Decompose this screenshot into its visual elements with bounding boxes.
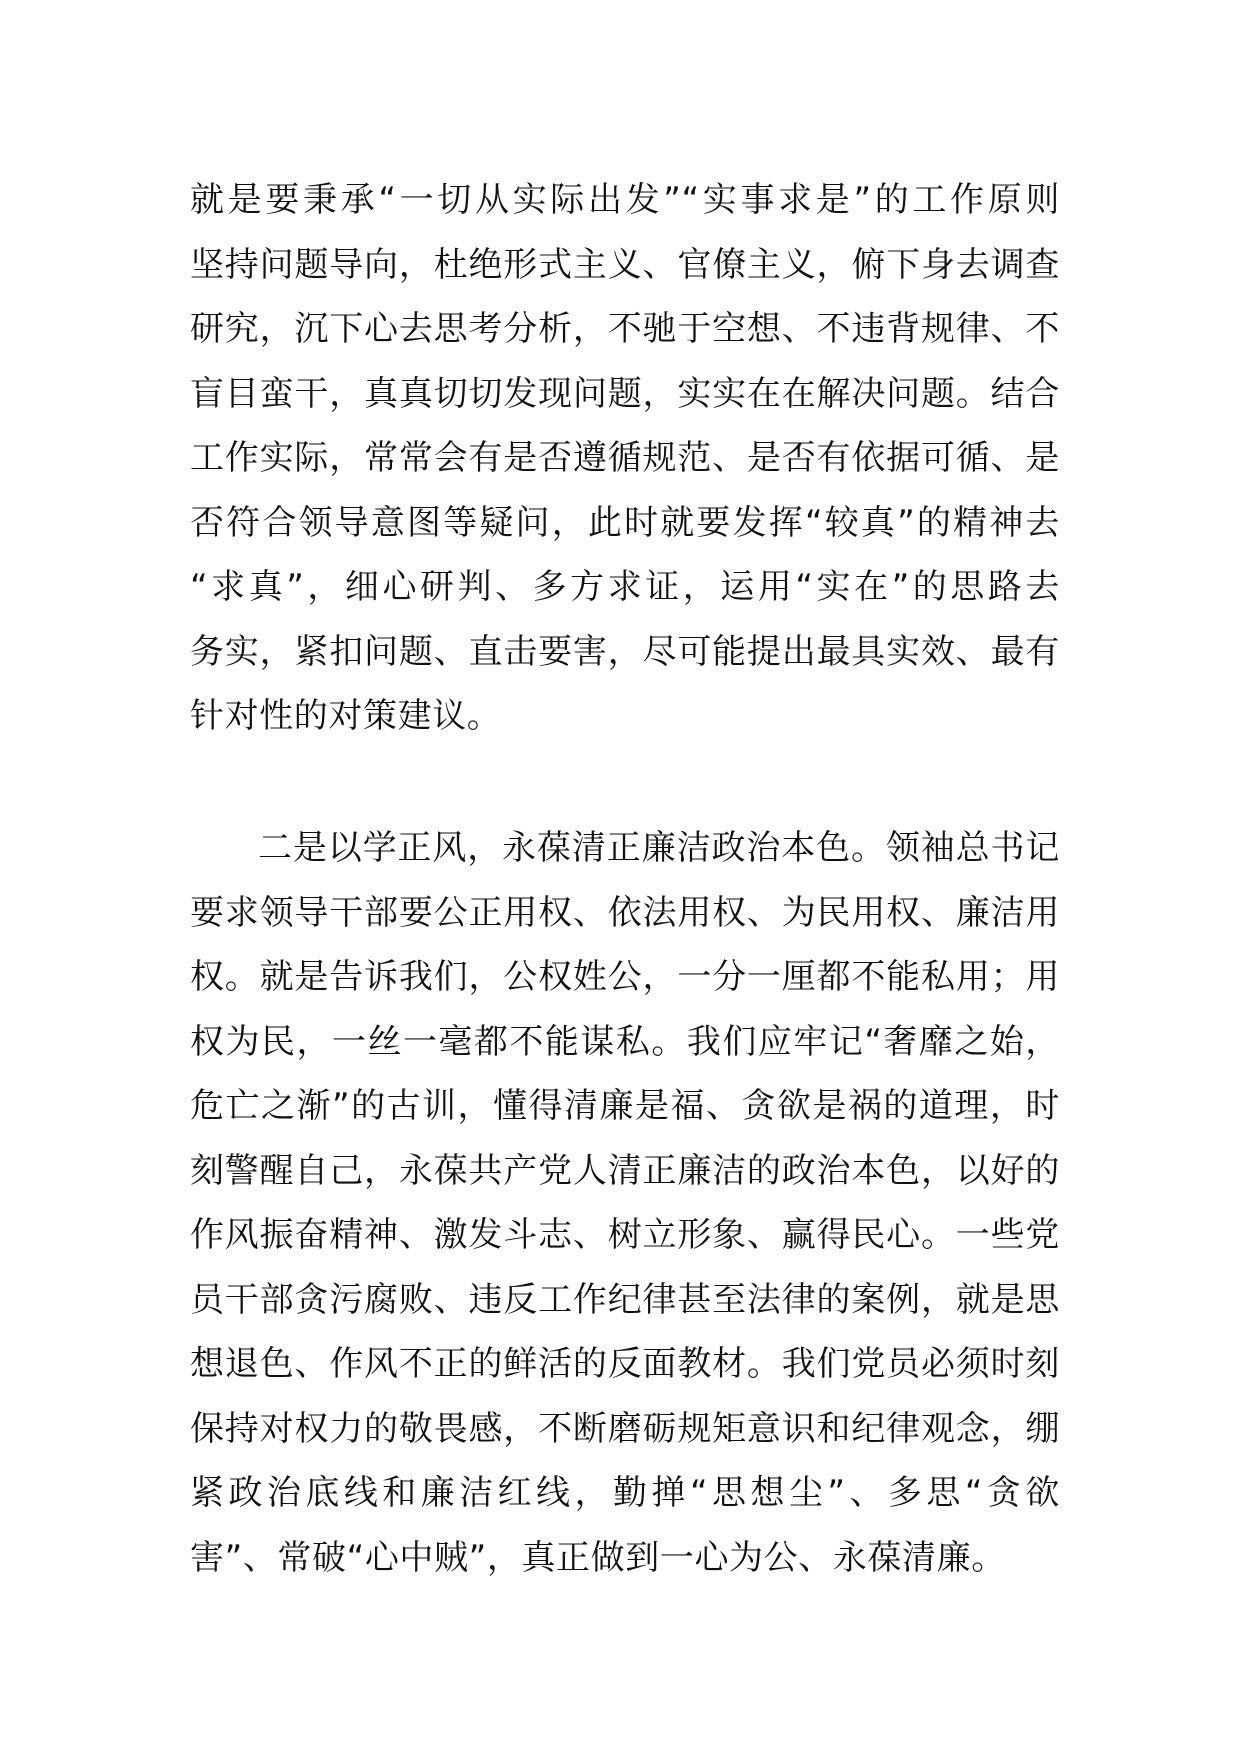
paragraph-2: [190, 816, 1060, 1590]
paragraph-line: 想退色、作风不正的鲜活的反面教材。我们党员必须时刻: [190, 1344, 1060, 1384]
paragraph-line: 害”、常破“心中贼”，真正做到一心为公、永葆清廉。: [190, 1537, 1006, 1578]
paragraph-line: 员干部贪污腐败、违反工作纪律甚至法律的案例，就是思: [190, 1279, 1060, 1320]
paragraph-line: 坚持问题导向，杜绝形式主义、官僚主义，俯下身去调查: [190, 244, 1060, 285]
paragraph-line: 研究，沉下心去思考分析，不驰于空想、不违背规律、不: [190, 309, 1060, 349]
paragraph-line: 针对性的对策建议。: [190, 696, 502, 736]
paragraph-line: 保持对权力的敬畏感，不断磨砺规矩意识和纪律观念，绷: [190, 1408, 1060, 1449]
paragraph-line: 二是以学正风，永葆清正廉洁政治本色。领袖总书记: [258, 828, 1060, 868]
paragraph-line: 盲目蛮干，真真切切发现问题，实实在在解决问题。结合: [190, 373, 1060, 414]
paragraph-line: 就是要秉承“一切从实际出发”“实事求是”的工作原则: [190, 180, 1060, 220]
paragraph-line: 权为民，一丝一毫都不能谋私。我们应牢记“奢靡之始，: [190, 1021, 1060, 1062]
paragraph-line: 权。就是告诉我们，公权姓公，一分一厘都不能私用；用: [190, 957, 1060, 997]
paragraph-line: 务实，紧扣问题、直击要害，尽可能提出最具实效、最有: [190, 631, 1060, 672]
paragraph-line: 紧政治底线和廉洁红线，勤掸“思想尘”、多思“贪欲: [190, 1473, 1060, 1513]
paragraph-line: 刻警醒自己，永葆共产党人清正廉洁的政治本色，以好的: [190, 1150, 1060, 1191]
paragraph-line: “求真”，细心研判、多方求证，运用“实在”的思路去: [190, 567, 1060, 607]
paragraph-line: 危亡之渐”的古训，懂得清廉是福、贪欲是祸的道理，时: [190, 1086, 1060, 1126]
paragraph-line: 作风振奋精神、激发斗志、树立形象、赢得民心。一些党: [190, 1215, 1060, 1255]
paragraph-line: 要求领导干部要公正用权、依法用权、为民用权、廉洁用: [190, 892, 1060, 933]
paragraph-line: 工作实际，常常会有是否遵循规范、是否有依据可循、是: [190, 438, 1060, 478]
paragraph-1: [190, 168, 1060, 749]
paragraph-line: 否符合领导意图等疑问，此时就要发挥“较真”的精神去: [190, 502, 1060, 543]
